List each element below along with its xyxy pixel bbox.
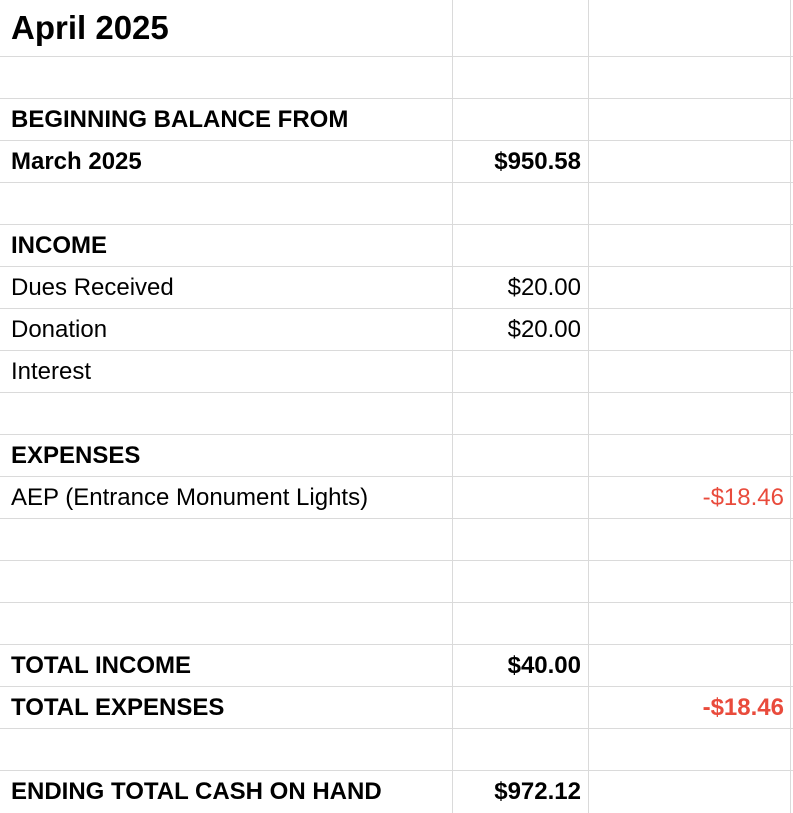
sheet-title-cell[interactable]: April 2025: [11, 9, 169, 46]
table-row: [0, 183, 793, 225]
table-row: [0, 267, 793, 309]
table-row: [0, 603, 793, 645]
table-row: [0, 0, 793, 57]
income-value-cell[interactable]: $20.00: [507, 315, 581, 343]
table-row: [0, 477, 793, 519]
total-income-value-cell[interactable]: $40.00: [507, 651, 581, 679]
expense-label-cell[interactable]: AEP (Entrance Monument Lights): [11, 483, 369, 511]
ending-total-label-cell[interactable]: ENDING TOTAL CASH ON HAND: [11, 778, 382, 805]
table-row: [0, 225, 793, 267]
table-row: [0, 771, 793, 813]
beginning-balance-label-cell[interactable]: BEGINNING BALANCE FROM: [11, 105, 349, 133]
ending-total-value-cell[interactable]: $972.12: [494, 778, 581, 805]
table-row: [0, 729, 793, 771]
income-label-cell[interactable]: Interest: [11, 357, 92, 385]
income-value-cell[interactable]: [453, 351, 581, 392]
table-row: [0, 141, 793, 183]
table-row: [0, 645, 793, 687]
table-row: [0, 99, 793, 141]
table-row: [0, 57, 793, 99]
table-row: [0, 561, 793, 603]
beginning-balance-value-cell[interactable]: $950.58: [494, 147, 581, 175]
table-row: [0, 435, 793, 477]
total-expenses-value-cell[interactable]: -$18.46: [702, 693, 784, 721]
expense-value-cell[interactable]: -$18.46: [702, 483, 784, 511]
income-header-cell[interactable]: INCOME: [11, 231, 107, 259]
expenses-header-cell[interactable]: EXPENSES: [11, 441, 141, 469]
beginning-month-cell[interactable]: March 2025: [11, 147, 142, 175]
total-income-label-cell[interactable]: TOTAL INCOME: [11, 651, 191, 679]
table-row: [0, 393, 793, 435]
table-row: [0, 309, 793, 351]
table-row: [0, 519, 793, 561]
income-label-cell[interactable]: Dues Received: [11, 273, 174, 301]
income-value-cell[interactable]: $20.00: [507, 273, 581, 301]
income-label-cell[interactable]: Donation: [11, 315, 108, 343]
total-expenses-label-cell[interactable]: TOTAL EXPENSES: [11, 693, 225, 721]
table-row: [0, 687, 793, 729]
table-row: [0, 351, 793, 393]
